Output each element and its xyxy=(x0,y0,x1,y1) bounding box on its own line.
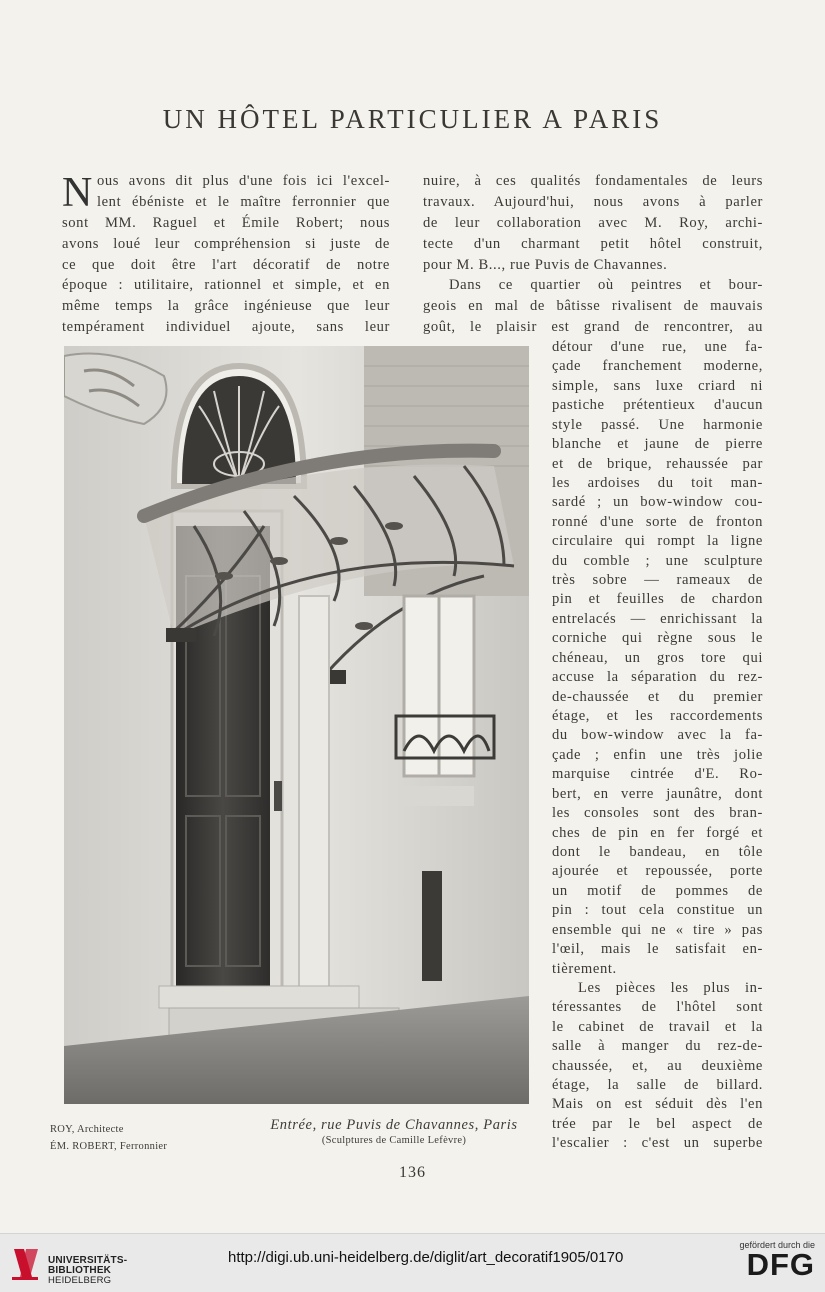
text-line: ches de pin en fer forgé et xyxy=(552,824,763,841)
text-line: étage, la salle de billard. xyxy=(552,1077,763,1094)
text-line: goût, le plaisir est grand de rencontrer, au xyxy=(423,319,763,336)
text-line: un motif de pommes de xyxy=(552,882,763,899)
article-title: UN HÔTEL PARTICULIER A PARIS xyxy=(162,104,663,134)
text-line: l'escalier : c'est un superbe xyxy=(552,1135,763,1152)
dfg-funding-text: gefördert durch die xyxy=(739,1240,815,1250)
text-line: l'œil, mais le satisfait en- xyxy=(552,941,763,958)
text-line: très sobre — rameaux de xyxy=(552,572,763,589)
university-library-logo[interactable] xyxy=(10,1243,150,1286)
text-line: pin et feuilles de chardon xyxy=(552,591,763,608)
caption-credits xyxy=(50,1121,167,1155)
text-line: ous avons dit plus d'une fois ici l'excel- xyxy=(96,173,390,189)
viewer-footer xyxy=(0,1233,825,1292)
caption-subtitle: (Sculptures de Camille Lefèvre) xyxy=(321,1135,467,1146)
text-line: chéneau, un gros tore qui xyxy=(552,649,763,666)
text-line: trée par le bel aspect de xyxy=(552,1115,763,1132)
dfg-funding[interactable] xyxy=(720,1240,815,1282)
text-line: bert, en verre jaunâtre, dont xyxy=(552,785,763,802)
text-line: ronné d'une sorte de fronton xyxy=(552,513,763,530)
heidelberg-logo-icon xyxy=(10,1243,42,1283)
uni-name-line2: BIBLIOTHEK xyxy=(48,1265,112,1276)
text-line: pin : tout cela constitue un xyxy=(552,902,763,919)
text-line: geois en mal de bâtisse rivalisent de mauvais xyxy=(423,298,763,315)
text-line: simple, sans luxe criard ni xyxy=(552,377,763,394)
text-line: sardé ; un bow-window cou- xyxy=(552,494,763,511)
text-line: sont MM. Raguel et Émile Robert; nous xyxy=(62,214,390,231)
text-line: du bow-window avec la fa- xyxy=(552,727,763,744)
document-url-link[interactable]: http://digi.ub.uni-heidelberg.de/diglit/art_decoratif1905/0170 xyxy=(228,1249,624,1266)
text-line: Mais on est séduit dès l'en xyxy=(552,1096,763,1113)
text-line: çade ; enfin une très jolie xyxy=(552,746,763,763)
text-line: entrelacés — enrichissant la xyxy=(552,610,763,627)
left-column xyxy=(62,171,390,338)
text-line: pastiche prétentieux d'aucun xyxy=(552,397,763,414)
text-line: étage, et les raccordements xyxy=(552,708,763,725)
text-line: lent ébéniste et le maître ferronnier que xyxy=(96,193,390,210)
ironworker-credit: ÉM. ROBERT, Ferronnier xyxy=(50,1141,168,1152)
text-line: pour M. B..., rue Puvis de Chavannes. xyxy=(423,256,668,273)
text-line: tièrement. xyxy=(552,960,617,977)
photo-caption xyxy=(234,1116,554,1148)
right-column-top xyxy=(423,171,763,338)
drop-cap: N xyxy=(62,170,93,216)
text-line: de-chaussée et du premier xyxy=(552,688,763,705)
text-line: téressantes de l'hôtel sont xyxy=(552,999,763,1016)
narrow-column xyxy=(552,338,763,1154)
text-line: Dans ce quartier où peintres et bour- xyxy=(449,277,763,294)
text-line: avons loué leur compréhension si juste de xyxy=(62,235,390,252)
dfg-logo: DFG xyxy=(746,1247,815,1282)
caption-title: Entrée, rue Puvis de Chavannes, Paris xyxy=(270,1117,518,1133)
uni-name-line1: UNIVERSITÄTS- xyxy=(48,1255,128,1266)
text-line: tempérament individuel ajoute, sans leur xyxy=(62,319,390,336)
text-line: ajourée et repoussée, porte xyxy=(552,863,763,880)
entrance-illustration xyxy=(64,346,529,1104)
text-line: marquise cintrée d'E. Ro- xyxy=(552,766,763,783)
text-line: les consoles sont des bran- xyxy=(552,805,763,822)
text-line: du comble ; une sculpture xyxy=(552,552,763,569)
text-line: détour d'une rue, une fa- xyxy=(552,339,763,355)
text-line: le cabinet de travail et la xyxy=(552,1018,763,1035)
text-line: tecte d'un charmant petit hôtel construit, xyxy=(423,235,763,252)
page-number: 136 xyxy=(399,1164,426,1181)
text-line: même temps la grâce ingénieuse que leur xyxy=(62,298,390,315)
text-line: les ardoises du toit man- xyxy=(552,474,763,491)
text-line: dont le bandeau, en tôle xyxy=(552,843,763,860)
uni-name-line3: HEIDELBERG xyxy=(48,1275,112,1286)
text-line: blanche et jaune de pierre xyxy=(552,436,763,453)
text-line: Les pièces les plus in- xyxy=(578,979,763,996)
text-line: nuire, à ces qualités fondamentales de leurs xyxy=(423,173,763,189)
text-line: circulaire qui rompt la ligne xyxy=(552,533,763,550)
entrance-photograph xyxy=(64,346,529,1104)
text-line: chaussée, et, au deuxième xyxy=(552,1057,763,1074)
text-line: çade franchement moderne, xyxy=(552,358,763,375)
text-line: corniche qui règne sous le xyxy=(552,630,763,647)
text-line: salle à manger du rez-de- xyxy=(552,1038,763,1055)
text-line: ce que doit être l'art décoratif de notre xyxy=(62,256,390,273)
text-line: travaux. Aujourd'hui, nous avons à parler xyxy=(423,193,763,210)
text-line: de leur collaboration avec M. Roy, archi- xyxy=(423,214,763,231)
text-line: époque : utilitaire, rationnel et simple, et en xyxy=(62,277,390,294)
architect-credit: ROY, Architecte xyxy=(50,1124,124,1135)
text-line: ensemble qui ne « tire » pas xyxy=(552,921,763,938)
text-line: et de brique, rehaussée par xyxy=(552,455,763,472)
text-line: accuse la séparation du rez- xyxy=(552,669,763,686)
text-line: style passé. Une harmonie xyxy=(552,416,763,433)
